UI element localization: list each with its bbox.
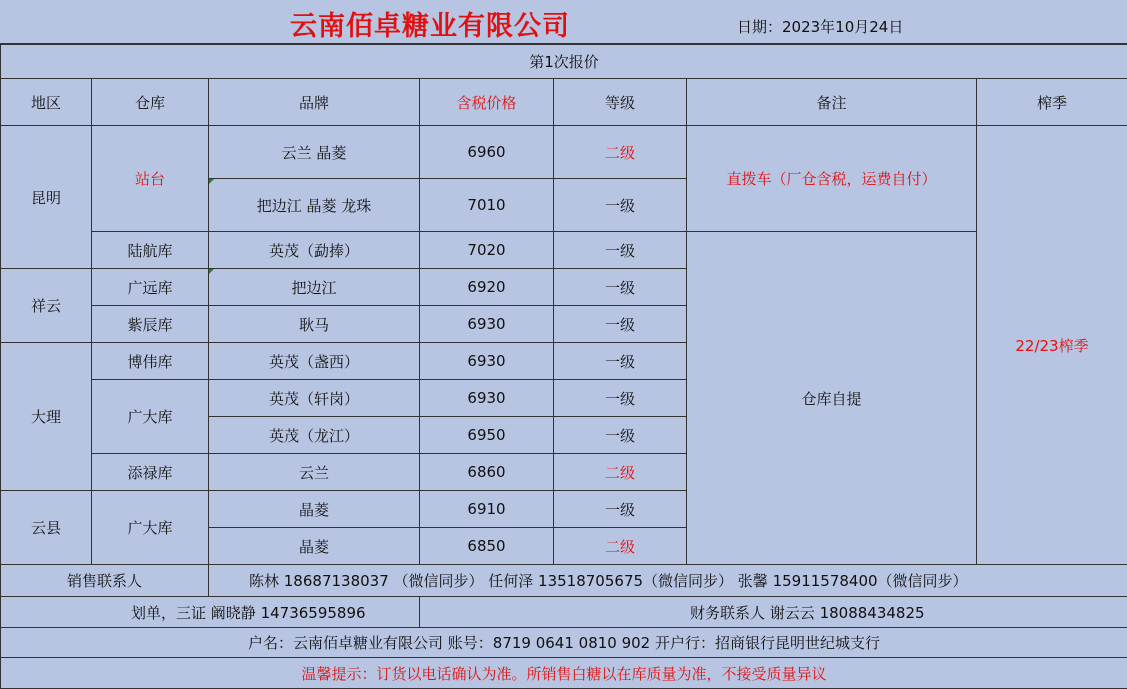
- region-cell: 云县: [1, 491, 92, 565]
- brand-cell: 云兰: [209, 454, 420, 491]
- grade-cell: 一级: [554, 417, 687, 454]
- finance-contact: [420, 597, 1127, 628]
- company-title: 云南佰卓糖业有限公司: [290, 4, 570, 43]
- brand-cell: 晶菱: [209, 528, 420, 565]
- price-cell: 7020: [420, 232, 554, 269]
- brand-cell: 把边江: [209, 269, 420, 306]
- notice: 温馨提示：订货以电话确认为准。所销售白糖以在库质量为准，不接受质量异议: [1, 658, 1127, 689]
- header-season: 榨季: [977, 79, 1127, 126]
- grade-cell: 一级: [554, 306, 687, 343]
- account-info: 户名：云南佰卓糖业有限公司 账号：8719 0641 0810 902 开户行：招商银行昆明世纪城支行: [1, 628, 1127, 658]
- grade-cell: 一级: [554, 380, 687, 417]
- grade-cell: 二级: [554, 454, 687, 491]
- quote-date: 日期：2023年10月24日: [737, 16, 903, 37]
- order-contact-label: 划单，三证: [131, 604, 206, 622]
- warehouse-cell: 广远库: [92, 269, 209, 306]
- header-grade: 等级: [554, 79, 687, 126]
- grade-cell: 二级: [554, 126, 687, 179]
- header-warehouse: 仓库: [92, 79, 209, 126]
- title-row: [0, 0, 1127, 44]
- region-cell: 大理: [1, 343, 92, 491]
- sales-contact-label: 销售联系人: [1, 565, 209, 597]
- order-contact-person: 阚晓静 14736595896: [211, 604, 366, 622]
- price-table: [0, 44, 1127, 689]
- price-cell: 6930: [420, 380, 554, 417]
- price-cell: 6960: [420, 126, 554, 179]
- price-cell: 6930: [420, 306, 554, 343]
- header-remark: 备注: [687, 79, 977, 126]
- price-cell: 6930: [420, 343, 554, 380]
- region-cell: 昆明: [1, 126, 92, 269]
- finance-contact-label: 财务联系人: [690, 604, 765, 622]
- grade-cell: 一级: [554, 232, 687, 269]
- brand-cell: 英茂（盏西）: [209, 343, 420, 380]
- remark-direct: 直拨车（厂仓含税，运费自付）: [687, 126, 977, 232]
- price-cell: 7010: [420, 179, 554, 232]
- brand-cell: 英茂（龙江）: [209, 417, 420, 454]
- table-row: [1, 232, 1127, 269]
- brand-cell: 英茂（轩岗）: [209, 380, 420, 417]
- brand-cell: 晶菱: [209, 491, 420, 528]
- finance-contact-person: 谢云云 18088434825: [770, 604, 925, 622]
- grade-cell: 一级: [554, 269, 687, 306]
- price-cell: 6950: [420, 417, 554, 454]
- brand-cell: 耿马: [209, 306, 420, 343]
- grade-cell: 二级: [554, 528, 687, 565]
- grade-cell: 一级: [554, 179, 687, 232]
- warehouse-cell: 站台: [92, 126, 209, 232]
- warehouse-cell: 广大库: [92, 491, 209, 565]
- brand-cell: 云兰 晶菱: [209, 126, 420, 179]
- warehouse-cell: 添禄库: [92, 454, 209, 491]
- table-row: [1, 126, 1127, 179]
- brand-cell: 英茂（勐捧）: [209, 232, 420, 269]
- price-cell: 6910: [420, 491, 554, 528]
- warehouse-cell: 紫辰库: [92, 306, 209, 343]
- header-region: 地区: [1, 79, 92, 126]
- price-cell: 6850: [420, 528, 554, 565]
- warehouse-cell: 陆航库: [92, 232, 209, 269]
- remark-self-pickup: 仓库自提: [687, 232, 977, 565]
- brand-cell: 把边江 晶菱 龙珠: [209, 179, 420, 232]
- season-cell: 22/23榨季: [977, 126, 1127, 565]
- sales-contact-people: 陈林 18687138037 （微信同步） 任何泽 13518705675（微信同步） 张馨 15911578400（微信同步）: [209, 565, 1127, 597]
- quote-round: 第1次报价: [1, 45, 1127, 79]
- grade-cell: 一级: [554, 491, 687, 528]
- region-cell: 祥云: [1, 269, 92, 343]
- price-cell: 6920: [420, 269, 554, 306]
- warehouse-cell: 博伟库: [92, 343, 209, 380]
- header-brand: 品牌: [209, 79, 420, 126]
- price-cell: 6860: [420, 454, 554, 491]
- grade-cell: 一级: [554, 343, 687, 380]
- order-contact: [1, 597, 420, 628]
- header-price: 含税价格: [420, 79, 554, 126]
- warehouse-cell: 广大库: [92, 380, 209, 454]
